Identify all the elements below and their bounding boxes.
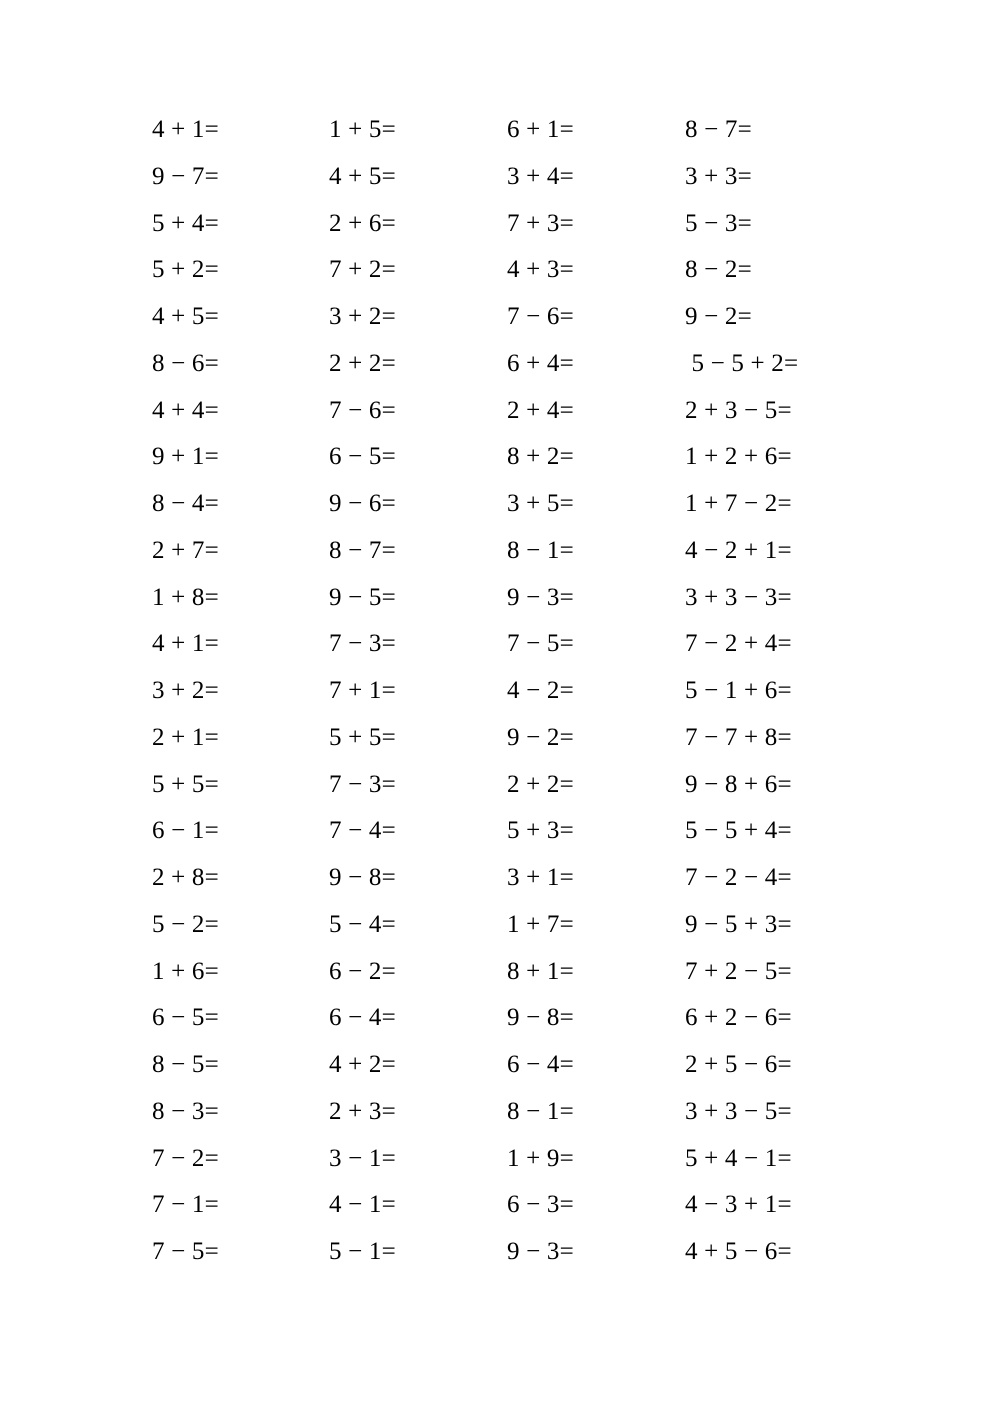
worksheet-row: [0, 902, 993, 949]
math-problem: 6 + 2 − 6=: [685, 1004, 792, 1032]
math-problem: 1 + 6=: [152, 957, 219, 985]
math-problem: 9 − 8=: [507, 1004, 574, 1032]
math-problem: 7 − 1=: [152, 1191, 219, 1219]
math-problem: 3 + 3=: [685, 162, 752, 190]
math-problem: 2 + 1=: [152, 723, 219, 751]
math-problem: 2 + 2=: [329, 349, 396, 377]
math-problem: 8 + 1=: [507, 957, 574, 985]
math-problem: 3 + 4=: [507, 162, 574, 190]
math-problem: 4 − 1=: [329, 1191, 396, 1219]
worksheet-row: [0, 668, 993, 715]
math-problem: 5 + 2=: [152, 256, 219, 284]
worksheet-row: [0, 341, 993, 388]
math-problem: 2 + 8=: [152, 864, 219, 891]
math-problem: 7 + 2=: [329, 256, 396, 284]
math-problem: 9 − 7=: [152, 162, 219, 190]
math-problem: 3 − 1=: [329, 1144, 396, 1172]
math-problem: 9 + 1=: [152, 443, 219, 471]
math-problem: 7 − 5=: [152, 1238, 219, 1265]
math-problem: 3 + 1=: [507, 864, 574, 891]
math-problem: 8 + 2=: [507, 443, 574, 471]
math-problem: 7 + 3=: [507, 209, 574, 237]
math-problem: 2 + 3=: [329, 1097, 396, 1125]
worksheet-row: [0, 528, 993, 575]
math-problem: 8 − 7=: [685, 116, 752, 143]
math-problem: 5 − 1=: [329, 1238, 396, 1265]
math-problem: 8 − 7=: [329, 536, 396, 564]
worksheet-row: [0, 388, 993, 435]
math-problem: 9 − 2=: [685, 303, 752, 330]
math-problem: 6 + 4=: [507, 349, 574, 377]
worksheet-row: [0, 247, 993, 294]
math-problem: 5 − 3=: [685, 209, 752, 237]
math-problem: 1 + 9=: [507, 1144, 574, 1172]
math-problem: 7 − 2 + 4=: [685, 630, 792, 658]
worksheet-row: [0, 294, 993, 341]
math-problem: 3 + 3 − 3=: [685, 583, 792, 611]
worksheet-row: [0, 995, 993, 1042]
worksheet-row: [0, 715, 993, 762]
math-problem: 7 − 6=: [507, 303, 574, 330]
math-problem: 8 − 1=: [507, 536, 574, 564]
worksheet-row: [0, 201, 993, 248]
worksheet-row: [0, 575, 993, 622]
math-problem: 4 − 2=: [507, 677, 574, 704]
math-problem: 7 + 1=: [329, 677, 396, 704]
math-problem: 1 + 8=: [152, 583, 219, 611]
worksheet-row: [0, 107, 993, 154]
math-problem: 7 − 2 − 4=: [685, 864, 792, 891]
math-problem: 2 + 7=: [152, 536, 219, 564]
math-problem: 2 + 5 − 6=: [685, 1051, 792, 1078]
math-problem: 6 − 4=: [329, 1004, 396, 1032]
math-problem: 1 + 7 − 2=: [685, 490, 792, 517]
math-problem: 6 + 1=: [507, 116, 574, 143]
math-problem: 4 + 3=: [507, 256, 574, 284]
math-problem: 7 − 4=: [329, 817, 396, 845]
math-problem: 6 − 1=: [152, 817, 219, 845]
math-problem: 1 + 2 + 6=: [685, 443, 792, 471]
math-problem: 5 − 4=: [329, 910, 396, 938]
math-problem: 4 + 1=: [152, 630, 219, 658]
math-problem: 8 − 2=: [685, 256, 752, 284]
math-problem: 9 − 2=: [507, 723, 574, 751]
math-problem: 5 + 5=: [152, 770, 219, 798]
math-problem: 6 − 5=: [329, 443, 396, 471]
math-problem: 7 − 6=: [329, 396, 396, 424]
math-problem: 5 + 3=: [507, 817, 574, 845]
math-problem: 4 + 4=: [152, 396, 219, 424]
math-problem: 6 − 3=: [507, 1191, 574, 1219]
math-problem: 9 − 3=: [507, 1238, 574, 1265]
math-problem: 5 + 4 − 1=: [685, 1144, 792, 1172]
math-problem: 9 − 6=: [329, 490, 396, 517]
worksheet-row: [0, 808, 993, 855]
math-problem: 8 − 3=: [152, 1097, 219, 1125]
math-problem: 8 − 6=: [152, 349, 219, 377]
math-problem: 9 − 3=: [507, 583, 574, 611]
math-problem: 8 − 4=: [152, 490, 219, 517]
math-problem: 8 − 1=: [507, 1097, 574, 1125]
math-problem: 4 + 5 − 6=: [685, 1238, 792, 1265]
math-problem: 5 − 1 + 6=: [685, 677, 792, 704]
worksheet-row: [0, 481, 993, 528]
math-problem: 3 + 2=: [152, 677, 219, 704]
math-problem: 5 − 5 + 2=: [685, 349, 799, 377]
math-problem: 2 + 2=: [507, 770, 574, 798]
math-problem: 7 − 7 + 8=: [685, 723, 792, 751]
math-problem: 4 − 2 + 1=: [685, 536, 792, 564]
math-problem: 6 − 5=: [152, 1004, 219, 1032]
math-problem: 9 − 8=: [329, 864, 396, 891]
math-problem: 7 − 5=: [507, 630, 574, 658]
worksheet-row: [0, 1042, 993, 1089]
worksheet-row: [0, 1089, 993, 1136]
math-problem: 5 − 5 + 4=: [685, 817, 792, 845]
math-problem: 4 + 5=: [329, 162, 396, 190]
worksheet-row: [0, 855, 993, 902]
math-problem: 4 − 3 + 1=: [685, 1191, 792, 1219]
math-problem: 2 + 6=: [329, 209, 396, 237]
math-problem: 5 + 5=: [329, 723, 396, 751]
worksheet-row: [0, 434, 993, 481]
math-problem: 3 + 5=: [507, 490, 574, 517]
math-problem: 7 − 3=: [329, 770, 396, 798]
math-problem: 4 + 2=: [329, 1051, 396, 1078]
math-problem: 9 − 8 + 6=: [685, 770, 792, 798]
math-problem: 2 + 3 − 5=: [685, 396, 792, 424]
worksheet-row: [0, 1182, 993, 1229]
math-problem: 9 − 5 + 3=: [685, 910, 792, 938]
math-problem: 9 − 5=: [329, 583, 396, 611]
math-problem: 7 − 3=: [329, 630, 396, 658]
worksheet-row: [0, 154, 993, 201]
math-problem: 1 + 5=: [329, 116, 396, 143]
math-problem: 6 − 2=: [329, 957, 396, 985]
worksheet-row: [0, 621, 993, 668]
worksheet-row: [0, 1136, 993, 1183]
math-problem: 3 + 2=: [329, 303, 396, 330]
worksheet-row: [0, 762, 993, 809]
math-problem: 8 − 5=: [152, 1051, 219, 1078]
math-problem: 5 − 2=: [152, 910, 219, 938]
math-problem: 7 − 2=: [152, 1144, 219, 1172]
math-problem: 4 + 1=: [152, 116, 219, 143]
math-problem: 2 + 4=: [507, 396, 574, 424]
worksheet-row: [0, 1229, 993, 1276]
math-problem: 5 + 4=: [152, 209, 219, 237]
arithmetic-worksheet: [0, 107, 993, 1276]
math-problem: 3 + 3 − 5=: [685, 1097, 792, 1125]
worksheet-row: [0, 949, 993, 996]
math-problem: 6 − 4=: [507, 1051, 574, 1078]
math-problem: 1 + 7=: [507, 910, 574, 938]
math-problem: 4 + 5=: [152, 303, 219, 330]
math-problem: 7 + 2 − 5=: [685, 957, 792, 985]
